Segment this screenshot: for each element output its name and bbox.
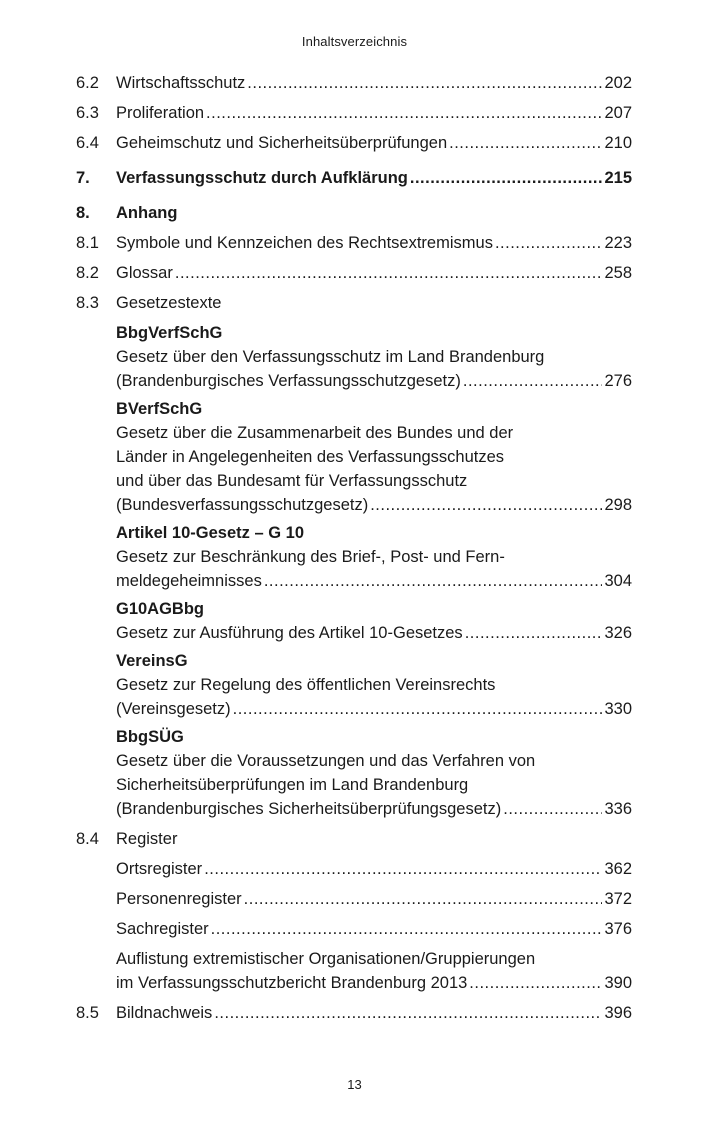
law-abbreviation: BbgSÜG <box>116 728 184 746</box>
toc-law-bverfschg[interactable] <box>76 395 632 515</box>
dot-leader <box>247 74 602 93</box>
law-title-line: meldegeheimnisses <box>116 572 262 590</box>
toc-entry-8-1[interactable] <box>76 229 632 253</box>
toc-entry-6-2[interactable] <box>76 69 632 93</box>
entry-title: Register <box>116 830 178 848</box>
law-title-line: Gesetz über den Verfassungsschutz im Land Brandenburg <box>116 348 545 366</box>
entry-page: 330 <box>604 700 632 718</box>
law-title-line: Sicherheitsüberprüfungen im Land Brandenburg <box>116 776 469 794</box>
entry-number: 8.5 <box>76 1004 99 1022</box>
entry-page: 258 <box>604 264 632 282</box>
entry-page: 276 <box>604 372 632 390</box>
law-title-line: (Bundesverfassungsschutzgesetz) <box>116 496 369 514</box>
dot-leader <box>410 169 603 188</box>
entry-page: 207 <box>604 104 632 122</box>
entry-page: 336 <box>604 800 632 818</box>
toc-law-bbgverfschg[interactable] <box>76 319 632 391</box>
dot-leader <box>175 264 603 283</box>
toc-register-personen[interactable] <box>76 885 632 909</box>
dot-leader <box>463 372 603 391</box>
law-title-line: Gesetz zur Ausführung des Artikel 10-Gesetzes <box>116 624 463 642</box>
entry-page: 362 <box>604 860 632 878</box>
entry-number: 8.4 <box>76 830 99 848</box>
dot-leader <box>211 920 603 939</box>
entry-title: Personenregister <box>116 890 242 908</box>
entry-number: 8.1 <box>76 234 99 252</box>
law-title-line: Gesetz über die Voraussetzungen und das Verfahren von <box>116 752 536 770</box>
entry-title: Geheimschutz und Sicherheitsüberprüfungen <box>116 134 448 152</box>
dot-leader <box>495 234 603 253</box>
toc-law-artikel-10[interactable] <box>76 519 632 591</box>
entry-page: 326 <box>604 624 632 642</box>
table-of-contents <box>76 69 632 1023</box>
entry-title: Gesetzestexte <box>116 294 222 312</box>
entry-page: 372 <box>604 890 632 908</box>
toc-chapter-7[interactable] <box>76 164 632 188</box>
toc-entry-6-3[interactable] <box>76 99 632 123</box>
toc-law-g10agbbg[interactable] <box>76 595 632 643</box>
law-abbreviation: BVerfSchG <box>116 400 203 418</box>
entry-title: Symbole und Kennzeichen des Rechtsextremismus <box>116 234 493 252</box>
chapter-title: Anhang <box>116 204 178 222</box>
dot-leader <box>465 624 603 643</box>
dot-leader <box>206 104 602 123</box>
law-title-line: (Brandenburgisches Verfassungsschutzgesetz) <box>116 372 461 390</box>
page-number: 13 <box>347 1077 362 1092</box>
entry-page: 376 <box>604 920 632 938</box>
law-title-line: (Brandenburgisches Sicherheitsüberprüfungsgesetz) <box>116 800 502 818</box>
entry-page: 396 <box>604 1004 632 1022</box>
law-title-line: Gesetz zur Regelung des öffentlichen Vereinsrechts <box>116 676 496 694</box>
chapter-title: Verfassungsschutz durch Aufklärung <box>116 169 408 187</box>
entry-page: 202 <box>604 74 632 92</box>
law-abbreviation: Artikel 10-Gesetz – G 10 <box>116 524 305 542</box>
dot-leader <box>264 572 603 591</box>
entry-number: 8.2 <box>76 264 99 282</box>
toc-entry-8-2[interactable] <box>76 259 632 283</box>
law-title-line: Länder in Angelegenheiten des Verfassungsschutzes <box>116 448 505 466</box>
entry-title: Ortsregister <box>116 860 203 878</box>
dot-leader <box>244 890 603 909</box>
toc-entry-6-4[interactable] <box>76 129 632 153</box>
dot-leader <box>233 700 603 719</box>
law-abbreviation: G10AGBbg <box>116 600 205 618</box>
chapter-number: 7. <box>76 169 90 187</box>
toc-entry-8-5[interactable] <box>76 999 632 1023</box>
entry-number: 6.3 <box>76 104 99 122</box>
entry-title: Sachregister <box>116 920 209 938</box>
law-title-line: Gesetz zur Beschränkung des Brief-, Post- und Fern- <box>116 548 505 566</box>
entry-title: Bildnachweis <box>116 1004 213 1022</box>
law-abbreviation: VereinsG <box>116 652 188 670</box>
toc-entry-8-4[interactable] <box>76 825 632 849</box>
law-abbreviation: BbgVerfSchG <box>116 324 223 342</box>
toc-entry-8-3[interactable] <box>76 289 632 313</box>
entry-title-line: im Verfassungsschutzbericht Brandenburg 2013 <box>116 974 468 992</box>
entry-title: Glossar <box>116 264 173 282</box>
dot-leader <box>370 496 602 515</box>
toc-register-sach[interactable] <box>76 915 632 939</box>
law-title-line: Gesetz über die Zusammenarbeit des Bundes und der <box>116 424 514 442</box>
entry-page: 304 <box>604 572 632 590</box>
dot-leader <box>503 800 602 819</box>
law-title-line: und über das Bundesamt für Verfassungsschutz <box>116 472 468 490</box>
chapter-number: 8. <box>76 204 90 222</box>
chapter-page: 215 <box>604 169 632 187</box>
toc-law-bbgsug[interactable] <box>76 723 632 819</box>
toc-register-organisationen[interactable] <box>76 945 632 993</box>
entry-page: 390 <box>604 974 632 992</box>
entry-number: 6.2 <box>76 74 99 92</box>
entry-number: 8.3 <box>76 294 99 312</box>
toc-register-orts[interactable] <box>76 855 632 879</box>
entry-number: 6.4 <box>76 134 99 152</box>
dot-leader <box>214 1004 602 1023</box>
dot-leader <box>449 134 602 153</box>
entry-title: Wirtschaftsschutz <box>116 74 246 92</box>
entry-title-line: Auflistung extremistischer Organisationen/Gruppierungen <box>116 950 536 968</box>
toc-law-vereinsg[interactable] <box>76 647 632 719</box>
dot-leader <box>469 974 602 993</box>
dot-leader <box>204 860 602 879</box>
entry-page: 298 <box>604 496 632 514</box>
entry-page: 223 <box>604 234 632 252</box>
law-title-line: (Vereinsgesetz) <box>116 700 231 718</box>
entry-title: Proliferation <box>116 104 205 122</box>
toc-chapter-8[interactable] <box>76 199 632 223</box>
running-header: Inhaltsverzeichnis <box>301 34 408 49</box>
entry-page: 210 <box>604 134 632 152</box>
